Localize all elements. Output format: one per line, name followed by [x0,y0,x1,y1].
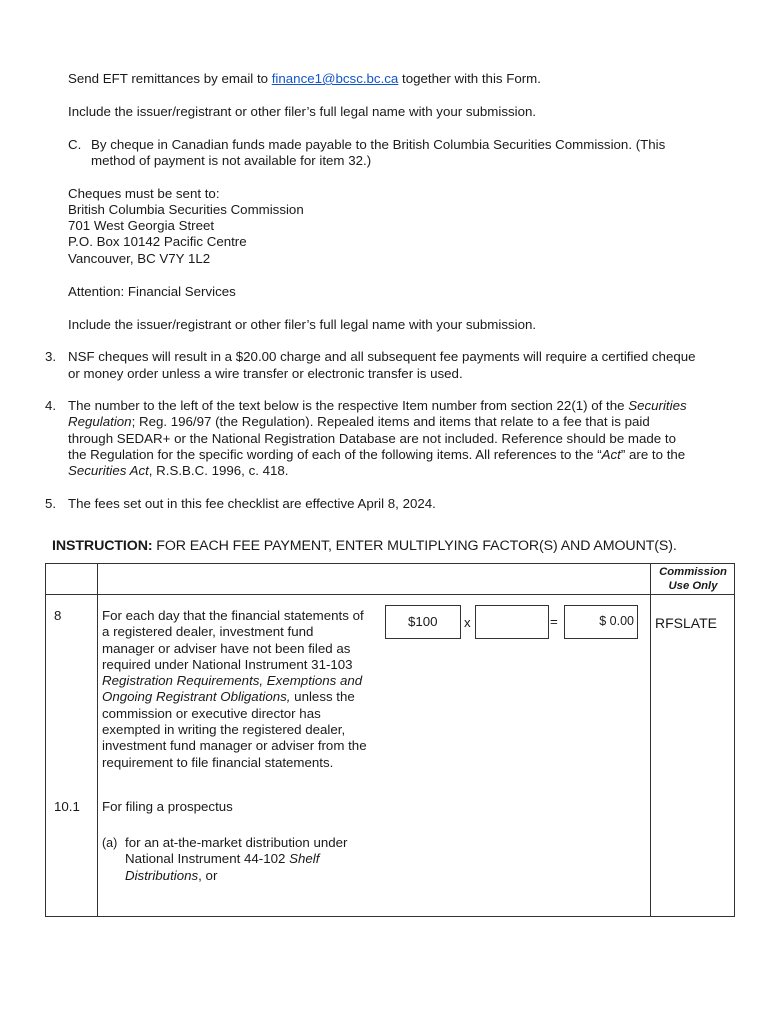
note-4-text: ; Reg. 196/97 (the Regulation). Repealed items and items that relate to a fee that is paid [131,414,650,429]
note-4-line-2 [68,414,650,430]
table-border [45,563,46,917]
rate-box [385,605,461,639]
note-4-text: , R.S.B.C. 1996, c. 418. [148,463,289,478]
description-line [125,851,347,867]
eft-suffix: together with this Form. [398,71,541,86]
note-4-italic: Securities Act [68,463,149,478]
table-header-divider [45,594,735,595]
note-4-line-4 [68,447,685,463]
description-line: For each day that the financial statements of [102,608,364,623]
commission-use-only-header [651,565,735,593]
commission-header-line: Use Only [668,580,718,592]
equals-sign: = [550,614,558,629]
fee-table [45,563,735,917]
cheque-include-name: Include the issuer/registrant or other filer’s full legal name with your submission. [68,317,537,332]
cheque-letter: C. [68,137,82,152]
attention-line: Attention: Financial Services [68,284,236,299]
item-10-1-description: For filing a prospectus [102,799,233,814]
address-line: British Columbia Securities Commission [68,202,304,217]
table-border [734,563,735,917]
description-line: a registered dealer, investment fund [102,624,314,640]
commission-code: RFSLATE [655,615,717,631]
description-line: exempted in writing the registered dealer, [102,722,346,738]
description-line: investment fund manager or adviser from the [102,738,367,754]
note-5-text: The fees set out in this fee checklist are effective April 8, 2024. [68,496,436,511]
eft-remittance-line [68,71,541,87]
cheque-line-2: method of payment is not available for item 32.) [91,153,372,168]
instrument-title: Registration Requirements, Exemptions and [102,673,363,689]
description-text: National Instrument 44-102 [125,851,290,867]
description-text: , or [198,867,218,883]
note-3-number: 3. [45,349,57,364]
address-line: 701 West Georgia Street [68,218,215,233]
rate-value: $100 [408,614,438,629]
multiply-sign: x [464,615,471,630]
address-line: Vancouver, BC V7Y 1L2 [68,251,211,266]
note-4-number: 4. [45,398,57,413]
eft-prefix: Send EFT remittances by email to [68,71,272,86]
item-8-description [102,608,367,771]
description-line: commission or executive director has [102,705,321,721]
instrument-title: Ongoing Registrant Obligations, [102,689,291,705]
description-line: for an at-the-market distribution under [125,835,348,850]
instruction-label: INSTRUCTION: [52,538,153,554]
description-line [102,689,367,705]
item-column-divider [97,563,98,917]
note-4-italic: Regulation [68,414,132,429]
note-4-italic: Act [601,447,621,462]
sub-item-a-description [125,835,347,884]
description-text: unless the [290,689,355,705]
item-number-8: 8 [54,608,62,623]
note-4-text: ” are to the [620,447,686,462]
instruction-text: FOR EACH FEE PAYMENT, ENTER MULTIPLYING FACTOR(S) AND AMOUNT(S). [152,538,677,554]
description-line [125,868,347,884]
note-4-text: The number to the left of the text below is the respective Item number from section 22(1) of the [68,398,629,413]
cheque-sent-to: Cheques must be sent to: [68,186,220,201]
description-line: required under National Instrument 31-103 [102,656,353,672]
note-3-line-1: NSF cheques will result in a $20.00 charge and all subsequent fee payments will require a certified cheque [68,349,696,364]
instruction-heading [52,538,677,554]
table-border [45,563,735,564]
description-line: manager or adviser have not been filed as [102,640,351,656]
instrument-title: Shelf [289,851,320,867]
note-4-line-1 [68,398,687,414]
multiplying-factor-input[interactable] [475,605,549,639]
commission-header-line: Commission [659,566,727,578]
instrument-title: Distributions [125,867,199,883]
description-line [102,673,367,689]
finance-email-link[interactable]: finance1@bcsc.bc.ca [271,71,399,86]
cheque-line-1: By cheque in Canadian funds made payable to the British Columbia Securities Commission. (This [91,137,666,152]
sub-item-letter: (a) [102,836,118,850]
eft-include-name: Include the issuer/registrant or other filer’s full legal name with your submission. [68,104,537,119]
note-4-text: the Regulation for the specific wording of each of the following items. All references to the “ [68,447,602,462]
address-line: P.O. Box 10142 Pacific Centre [68,234,247,249]
note-4-italic: Securities [628,398,687,413]
description-line: requirement to file financial statements. [102,754,334,770]
commission-column-divider [650,563,651,917]
note-5-number: 5. [45,496,57,511]
note-4-line-3: through SEDAR+ or the National Registration Database are not included. Reference should be made to [68,431,676,446]
note-4-line-5 [68,463,289,479]
amount-field[interactable] [564,605,638,639]
table-border [45,916,735,917]
amount-value: $ 0.00 [599,614,634,628]
note-3-line-2: or money order unless a wire transfer or electronic transfer is used. [68,366,463,381]
item-number-10-1: 10.1 [54,799,80,814]
